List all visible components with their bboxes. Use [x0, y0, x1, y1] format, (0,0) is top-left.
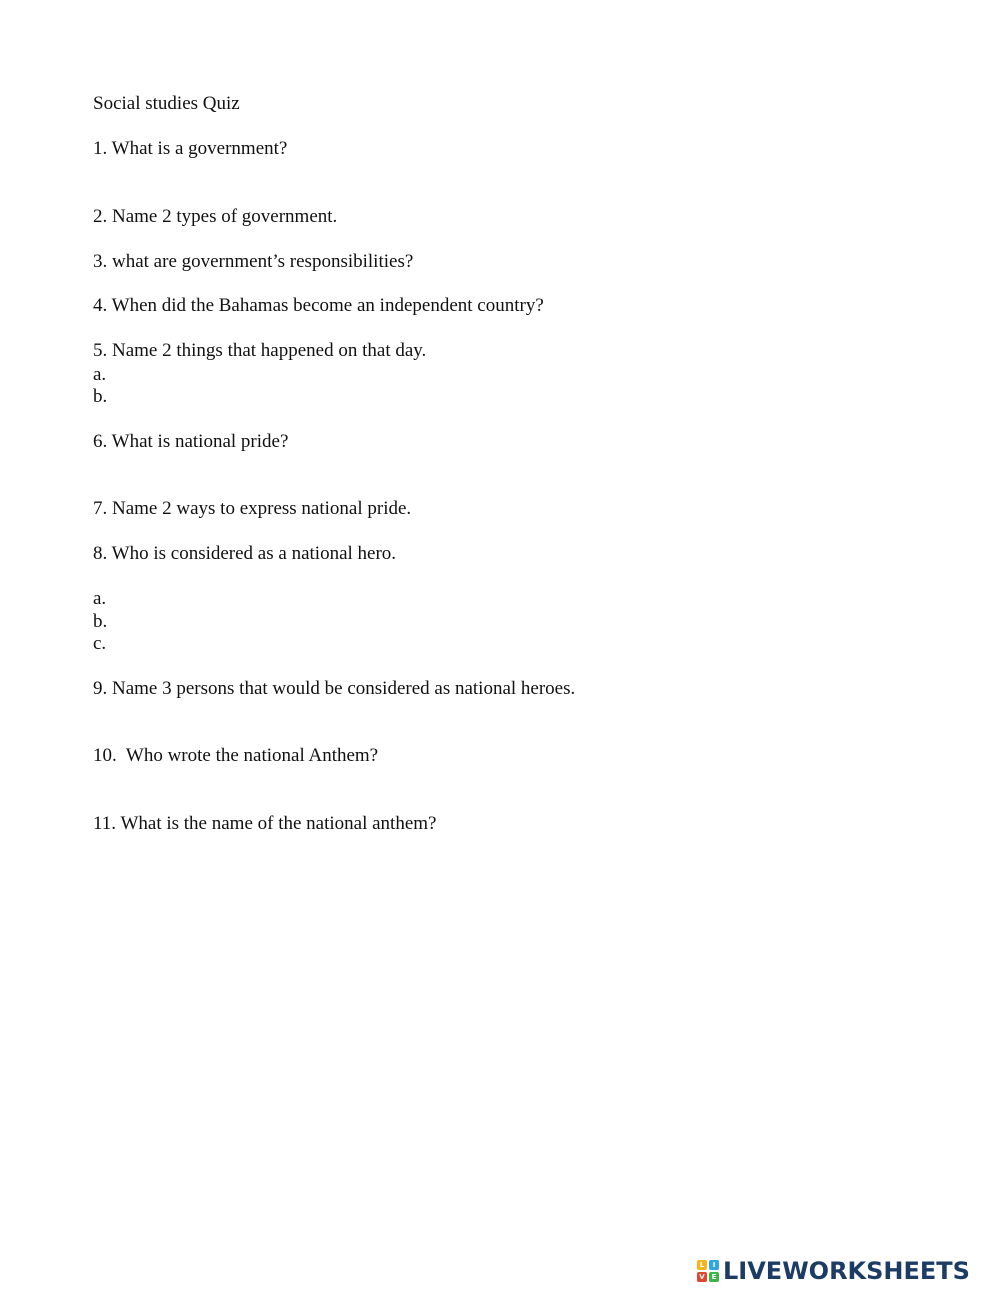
question-9: 9. Name 3 persons that would be considered as national heroes.	[93, 678, 576, 699]
answer-label-a: a.	[93, 364, 107, 385]
question-10: 10. Who wrote the national Anthem?	[93, 745, 379, 766]
answer-label-c: c.	[93, 633, 107, 654]
quiz-title: Social studies Quiz	[93, 93, 240, 114]
question-3: 3. what are government’s responsibilities?	[93, 251, 414, 272]
question-4: 4. When did the Bahamas become an independent country?	[93, 295, 544, 316]
answer-label-b: b.	[93, 611, 108, 632]
question-1: 1. What is a government?	[93, 138, 288, 159]
question-7: 7. Name 2 ways to express national pride.	[93, 498, 412, 519]
logo-mark-cell: I	[709, 1260, 719, 1270]
logo-mark-cell: L	[697, 1260, 707, 1270]
liveworksheets-logo	[697, 1257, 970, 1285]
question-5: 5. Name 2 things that happened on that day.	[93, 340, 427, 361]
question-11: 11. What is the name of the national anthem?	[93, 813, 437, 834]
answer-label-b: b.	[93, 386, 108, 407]
question-8: 8. Who is considered as a national hero.	[93, 543, 397, 564]
answer-label-a: a.	[93, 588, 107, 609]
question-2: 2. Name 2 types of government.	[93, 206, 338, 227]
question-6: 6. What is national pride?	[93, 431, 289, 452]
logo-mark-cell: E	[709, 1272, 719, 1282]
logo-mark-cell: V	[697, 1272, 707, 1282]
logo-wordmark: LIVEWORKSHEETS	[723, 1257, 970, 1285]
liveworksheets-logo-icon	[697, 1260, 719, 1282]
